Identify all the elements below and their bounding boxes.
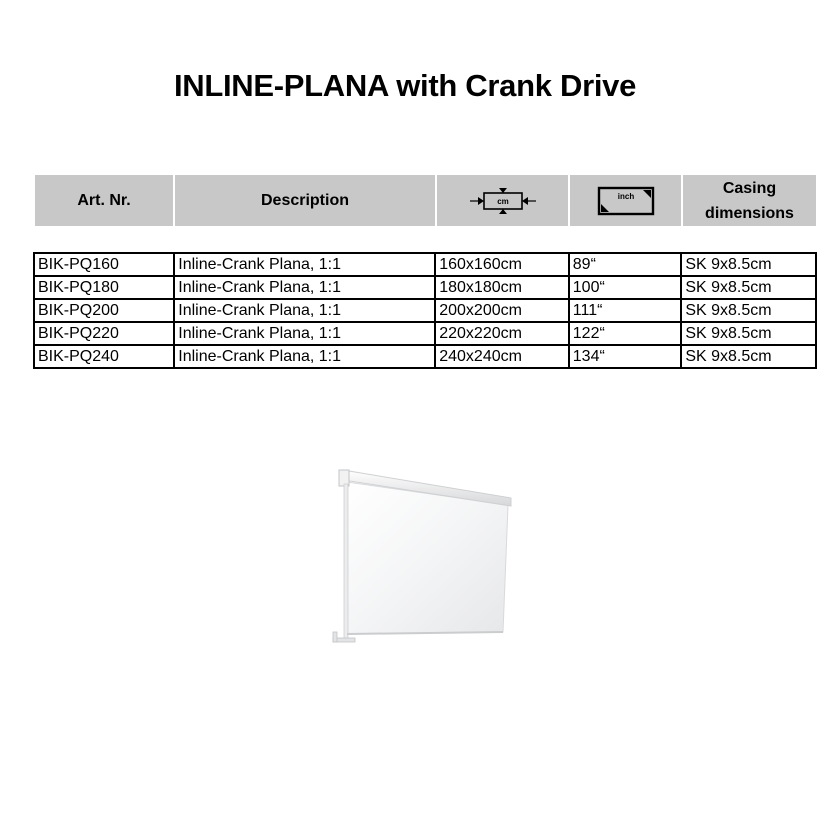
projection-screen-image — [325, 460, 517, 652]
cell-art-nr: BIK-PQ200 — [34, 299, 174, 322]
table-row — [34, 299, 816, 322]
cell-art-nr: BIK-PQ180 — [34, 276, 174, 299]
cell-diagonal: 100“ — [569, 276, 682, 299]
cell-description: Inline-Crank Plana, 1:1 — [174, 253, 435, 276]
cell-diagonal: 134“ — [569, 345, 682, 368]
table-row — [34, 345, 816, 368]
cell-size: 160x160cm — [435, 253, 569, 276]
table-row — [34, 253, 816, 276]
cell-casing: SK 9x8.5cm — [681, 322, 816, 345]
cell-description: Inline-Crank Plana, 1:1 — [174, 322, 435, 345]
header-description: Description — [175, 175, 437, 226]
screen-size-cm-icon — [468, 185, 538, 217]
cell-art-nr: BIK-PQ240 — [34, 345, 174, 368]
header-casing-dimensions — [683, 175, 816, 226]
table-row — [34, 276, 816, 299]
cell-art-nr: BIK-PQ160 — [34, 253, 174, 276]
cell-size: 240x240cm — [435, 345, 569, 368]
product-table — [33, 252, 817, 369]
cell-size: 180x180cm — [435, 276, 569, 299]
cell-diagonal: 122“ — [569, 322, 682, 345]
cell-diagonal: 111“ — [569, 299, 682, 322]
screen-diagonal-inch-label: inch — [617, 191, 634, 201]
header-screen-size — [437, 175, 570, 226]
table-row — [34, 322, 816, 345]
header-screen-diagonal — [570, 175, 683, 226]
header-casing-line2: dimensions — [705, 204, 794, 222]
header-art-nr: Art. Nr. — [35, 175, 175, 226]
cell-casing: SK 9x8.5cm — [681, 299, 816, 322]
cell-description: Inline-Crank Plana, 1:1 — [174, 276, 435, 299]
screen-size-cm-label: cm — [496, 196, 509, 206]
header-casing-line1: Casing — [722, 179, 777, 197]
cell-description: Inline-Crank Plana, 1:1 — [174, 345, 435, 368]
cell-casing: SK 9x8.5cm — [681, 345, 816, 368]
cell-casing: SK 9x8.5cm — [681, 253, 816, 276]
table-header-row — [35, 175, 816, 226]
cell-casing: SK 9x8.5cm — [681, 276, 816, 299]
cell-description: Inline-Crank Plana, 1:1 — [174, 299, 435, 322]
cell-art-nr: BIK-PQ220 — [34, 322, 174, 345]
page-title: INLINE-PLANA with Crank Drive — [173, 68, 637, 103]
cell-diagonal: 89“ — [569, 253, 682, 276]
screen-diagonal-inch-icon — [596, 185, 656, 217]
cell-size: 220x220cm — [435, 322, 569, 345]
cell-size: 200x200cm — [435, 299, 569, 322]
